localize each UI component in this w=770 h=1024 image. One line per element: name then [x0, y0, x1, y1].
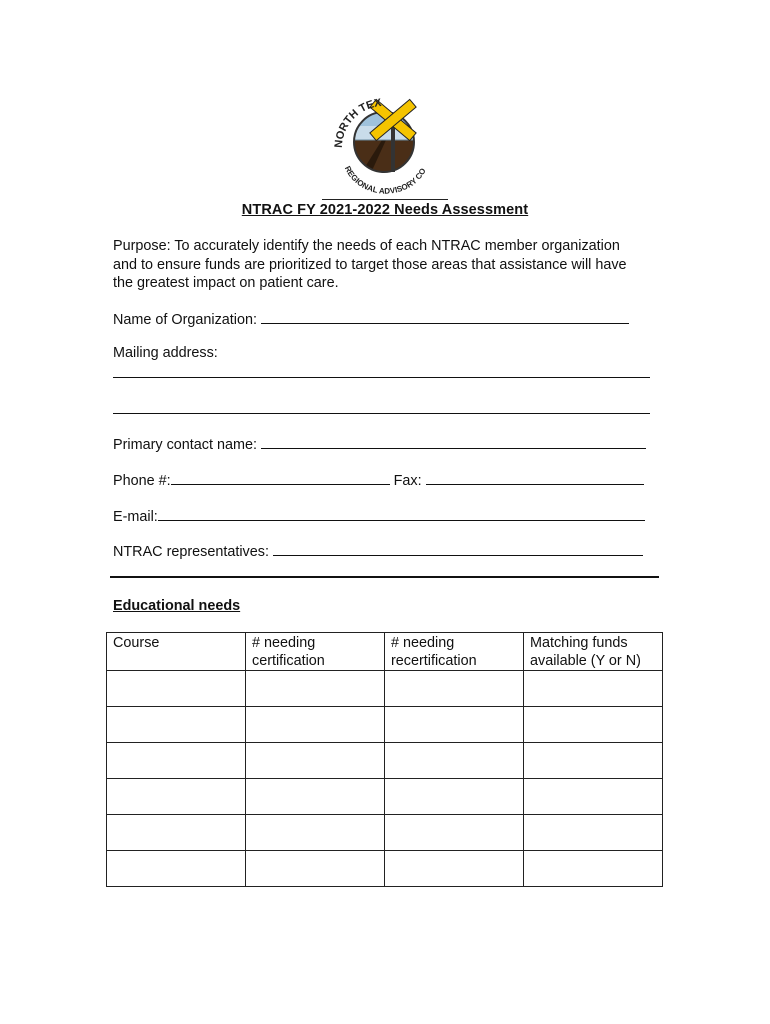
logo-underline: [322, 199, 448, 200]
ntrac-logo: [320, 90, 448, 200]
table-row: [107, 671, 663, 707]
table-cell[interactable]: [385, 743, 524, 779]
table-cell[interactable]: [524, 707, 663, 743]
section-title: Educational needs: [113, 598, 241, 614]
contact-field: [113, 434, 646, 453]
phone-label: Phone #:: [113, 473, 171, 489]
phone-fax-field: [113, 470, 644, 489]
fax-label: Fax:: [389, 473, 426, 489]
page-title: NTRAC FY 2021-2022 Needs Assessment: [241, 202, 529, 218]
organization-input[interactable]: [261, 309, 629, 324]
table-cell[interactable]: [246, 815, 385, 851]
purpose-line: the greatest impact on patient care.: [113, 275, 339, 291]
table-cell[interactable]: [107, 815, 246, 851]
fax-input[interactable]: [426, 470, 644, 485]
representatives-field: [113, 541, 643, 560]
logo-bottom-text: REGIONAL ADVISORY CO: [342, 164, 428, 196]
email-input[interactable]: [158, 506, 645, 521]
column-header-recertification: # needing recertification: [385, 633, 524, 671]
representatives-input[interactable]: [273, 541, 643, 556]
mailing-address-label: Mailing address:: [113, 345, 218, 361]
table-cell[interactable]: [107, 851, 246, 887]
table-cell[interactable]: [246, 707, 385, 743]
table-row: [107, 851, 663, 887]
table-cell[interactable]: [246, 851, 385, 887]
representatives-label: NTRAC representatives:: [113, 544, 273, 560]
logo-top-text: NORTH TEX: [332, 96, 383, 149]
table-cell[interactable]: [246, 743, 385, 779]
table-cell[interactable]: [524, 743, 663, 779]
table-cell[interactable]: [385, 815, 524, 851]
table-cell[interactable]: [107, 707, 246, 743]
table-cell[interactable]: [385, 851, 524, 887]
phone-input[interactable]: [171, 470, 390, 485]
logo-graphic: [320, 90, 448, 200]
table-row: [107, 815, 663, 851]
table-cell[interactable]: [246, 779, 385, 815]
table-cell[interactable]: [385, 707, 524, 743]
educational-needs-table: [106, 632, 663, 887]
table-cell[interactable]: [107, 779, 246, 815]
column-header-certification: # needing certification: [246, 633, 385, 671]
purpose-paragraph: [113, 237, 673, 293]
column-header-course: Course: [107, 633, 246, 671]
table-cell[interactable]: [385, 671, 524, 707]
organization-field: [113, 309, 629, 328]
table-cell[interactable]: [524, 671, 663, 707]
table-cell[interactable]: [107, 671, 246, 707]
table-cell[interactable]: [524, 851, 663, 887]
contact-input[interactable]: [261, 434, 646, 449]
table-header-row: [107, 633, 663, 671]
table-row: [107, 707, 663, 743]
contact-label: Primary contact name:: [113, 437, 261, 453]
table-cell[interactable]: [524, 815, 663, 851]
table-cell[interactable]: [524, 779, 663, 815]
section-divider: [110, 576, 659, 578]
table-cell[interactable]: [246, 671, 385, 707]
table-cell[interactable]: [385, 779, 524, 815]
mailing-address-line-2[interactable]: [113, 413, 650, 414]
table-row: [107, 743, 663, 779]
table-cell[interactable]: [107, 743, 246, 779]
mailing-address-line-1[interactable]: [113, 377, 650, 378]
purpose-line: and to ensure funds are prioritized to target those areas that assistance will have: [113, 256, 627, 273]
email-label: E-mail:: [113, 509, 158, 525]
email-field: [113, 506, 645, 525]
purpose-line: Purpose: To accurately identify the needs of each NTRAC member organization: [113, 238, 620, 254]
column-header-matching-funds: Matching funds available (Y or N): [524, 633, 663, 671]
table-row: [107, 779, 663, 815]
organization-label: Name of Organization:: [113, 312, 261, 328]
